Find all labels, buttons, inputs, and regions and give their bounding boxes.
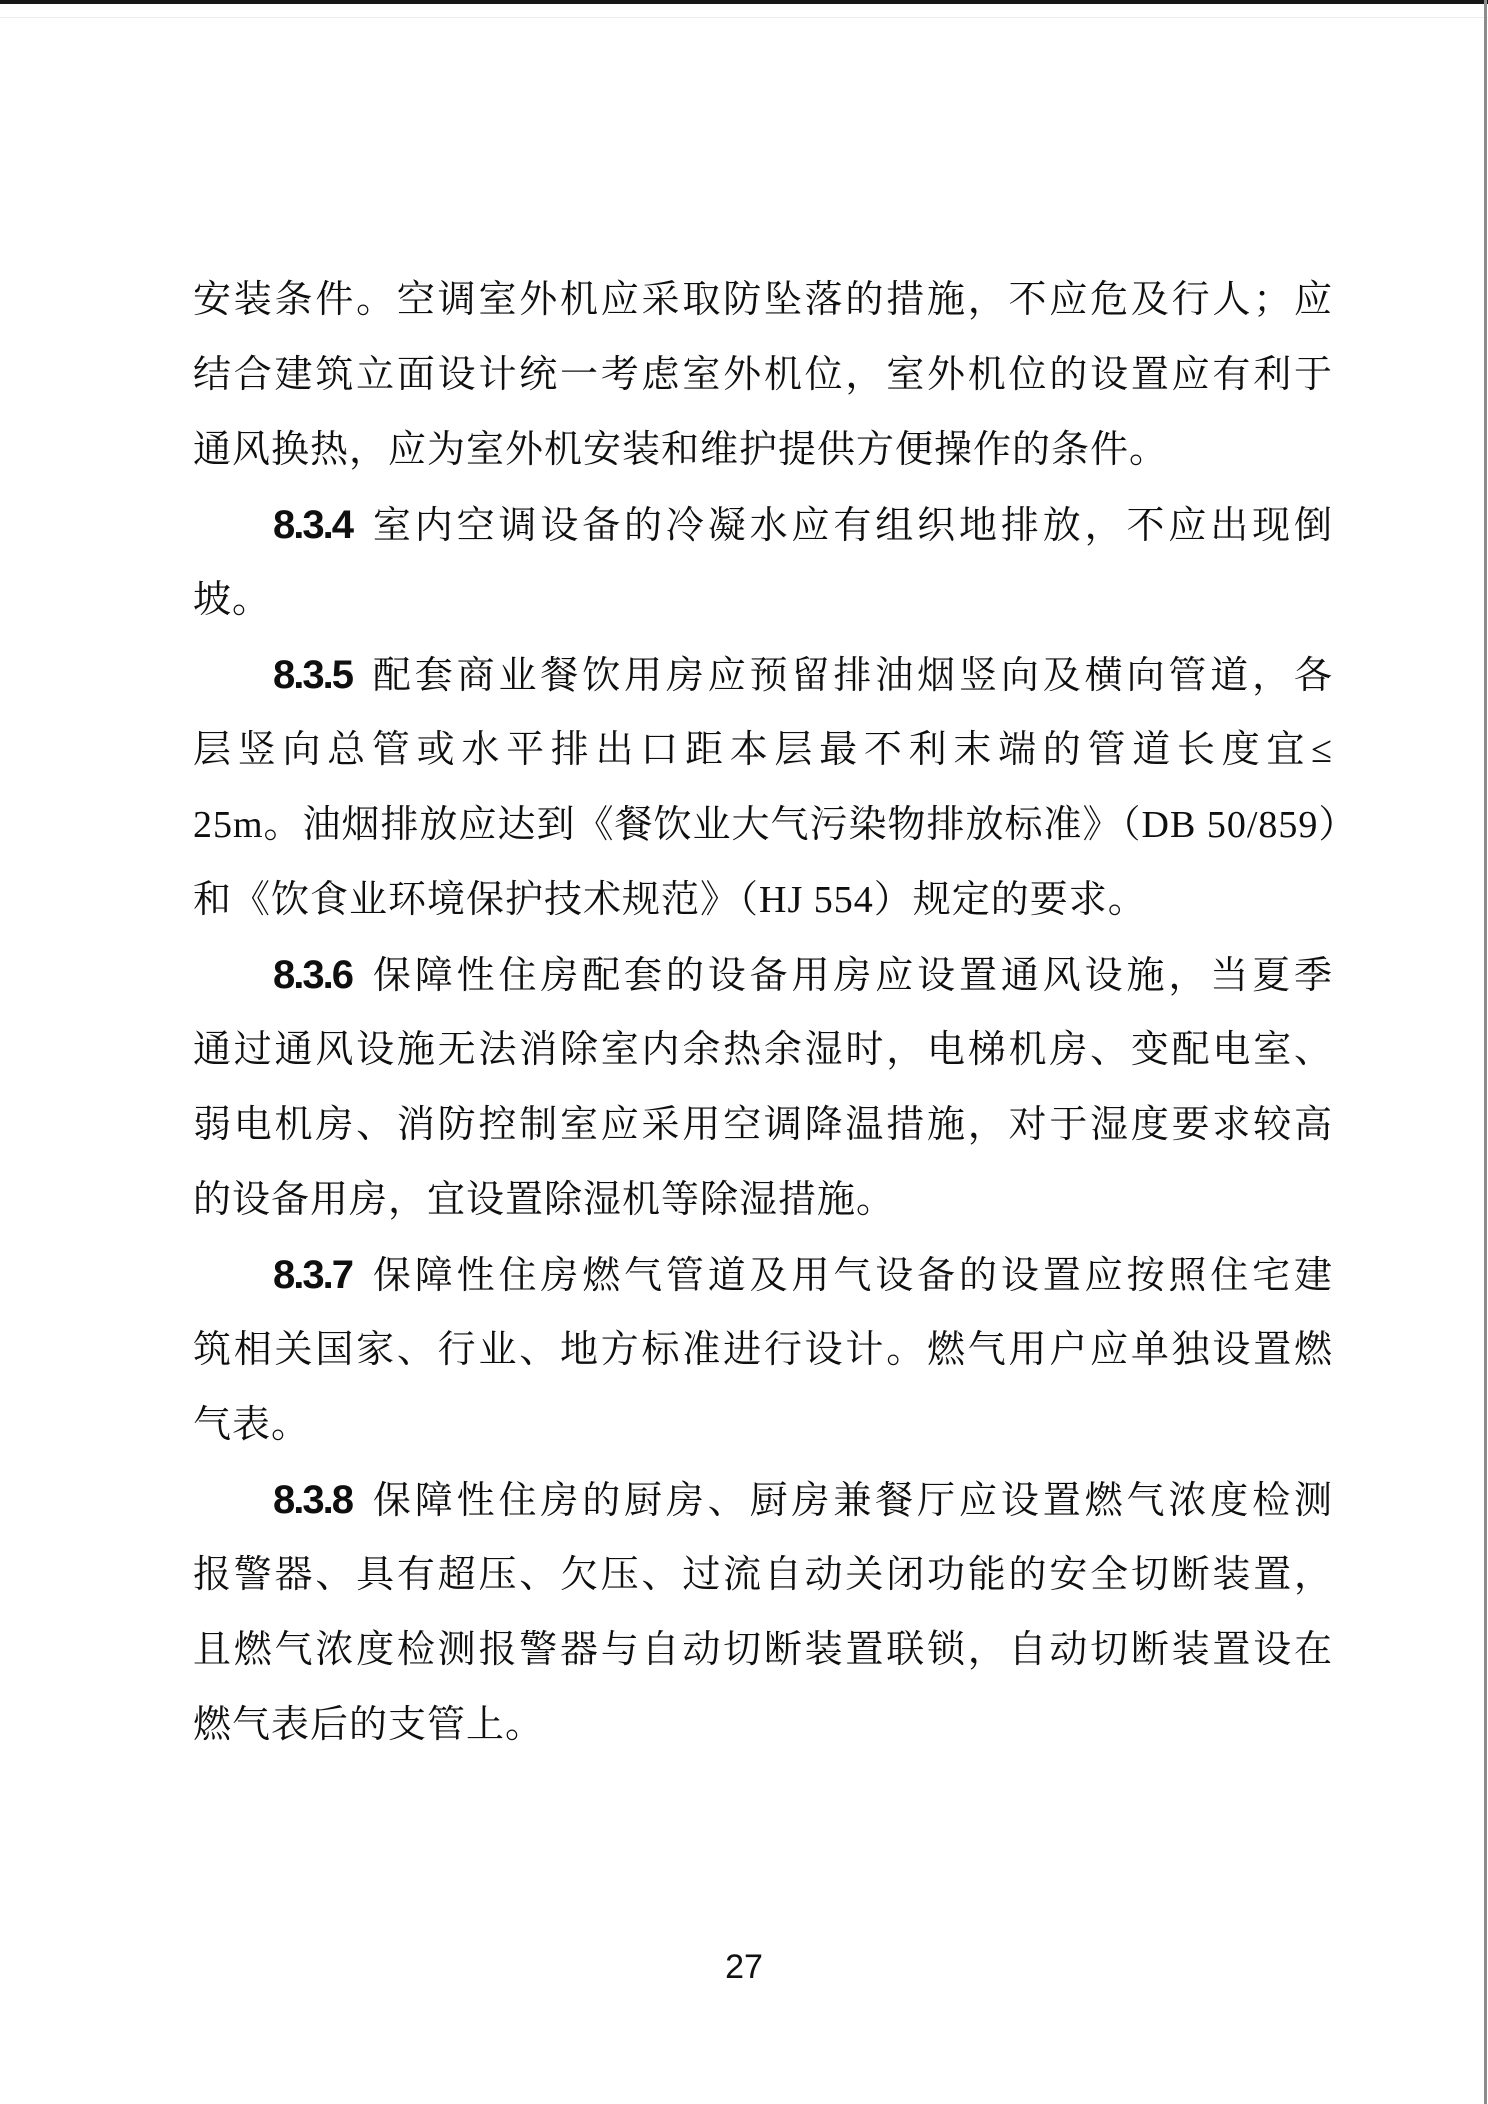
line-text: 且燃气浓度检测报警器与自动切断装置联锁，自动切断装置设在	[193, 1629, 1333, 1671]
line-text: 结合建筑立面设计统一考虑室外机位，室外机位的设置应有利于	[193, 354, 1333, 396]
text-line	[193, 638, 1333, 713]
text-line	[193, 1388, 1333, 1463]
line-text: 室内空调设备的冷凝水应有组织地排放，不应出现倒	[369, 505, 1333, 547]
line-text: 保障性住房的厨房、厨房兼餐厅应设置燃气浓度检测	[369, 1480, 1333, 1522]
text-line	[193, 938, 1333, 1013]
line-text: 和《饮食业环境保护技术规范》（HJ 554）规定的要求。	[193, 879, 1147, 921]
text-line	[193, 263, 1333, 338]
page-number: 27	[725, 1948, 763, 1986]
top-divider-line	[0, 17, 1488, 18]
text-line	[193, 1238, 1333, 1313]
text-body	[193, 263, 1358, 1763]
section-number: 8.3.6	[273, 953, 352, 997]
line-text: 25m。油烟排放应达到《餐饮业大气污染物排放标准》（DB 50/859）	[193, 804, 1358, 846]
text-line	[193, 1163, 1333, 1238]
text-line	[193, 1088, 1333, 1163]
line-text: 通风换热，应为室外机安装和维护提供方便操作的条件。	[193, 429, 1169, 471]
text-line	[193, 713, 1333, 788]
line-text: 筑相关国家、行业、地方标准进行设计。燃气用户应单独设置燃	[193, 1329, 1333, 1371]
text-line	[193, 1538, 1333, 1613]
text-line	[193, 488, 1333, 563]
text-line	[193, 338, 1333, 413]
line-text: 通过通风设施无法消除室内余热余湿时，电梯机房、变配电室、	[193, 1029, 1333, 1071]
section-number: 8.3.7	[273, 1253, 352, 1297]
line-text: 保障性住房燃气管道及用气设备的设置应按照住宅建	[369, 1255, 1333, 1297]
line-text: 燃气表后的支管上。	[193, 1704, 545, 1746]
line-text: 的设备用房，宜设置除湿机等除湿措施。	[193, 1179, 896, 1221]
text-line	[193, 863, 1333, 938]
text-line	[193, 1013, 1333, 1088]
text-line	[193, 788, 1358, 863]
top-border	[0, 0, 1488, 4]
section-number: 8.3.4	[273, 503, 352, 547]
text-line	[193, 1313, 1333, 1388]
text-line	[193, 563, 1333, 638]
line-text: 弱电机房、消防控制室应采用空调降温措施，对于湿度要求较高	[193, 1104, 1333, 1146]
line-text: 配套商业餐饮用房应预留排油烟竖向及横向管道，各	[369, 655, 1333, 697]
line-text: 报警器、具有超压、欠压、过流自动关闭功能的安全切断装置，	[193, 1554, 1333, 1596]
line-text: 保障性住房配套的设备用房应设置通风设施，当夏季	[369, 955, 1333, 997]
section-number: 8.3.8	[273, 1478, 352, 1522]
line-text: 安装条件。空调室外机应采取防坠落的措施，不应危及行人；应	[193, 279, 1333, 321]
line-text: 坡。	[193, 579, 272, 621]
text-line	[193, 413, 1333, 488]
right-page-edge	[1484, 0, 1487, 2104]
text-line	[193, 1463, 1333, 1538]
line-text: 层竖向总管或水平排出口距本层最不利末端的管道长度宜≤	[193, 729, 1333, 771]
line-text: 气表。	[193, 1404, 311, 1446]
text-line	[193, 1688, 1333, 1763]
text-line	[193, 1613, 1333, 1688]
section-number: 8.3.5	[273, 653, 352, 697]
